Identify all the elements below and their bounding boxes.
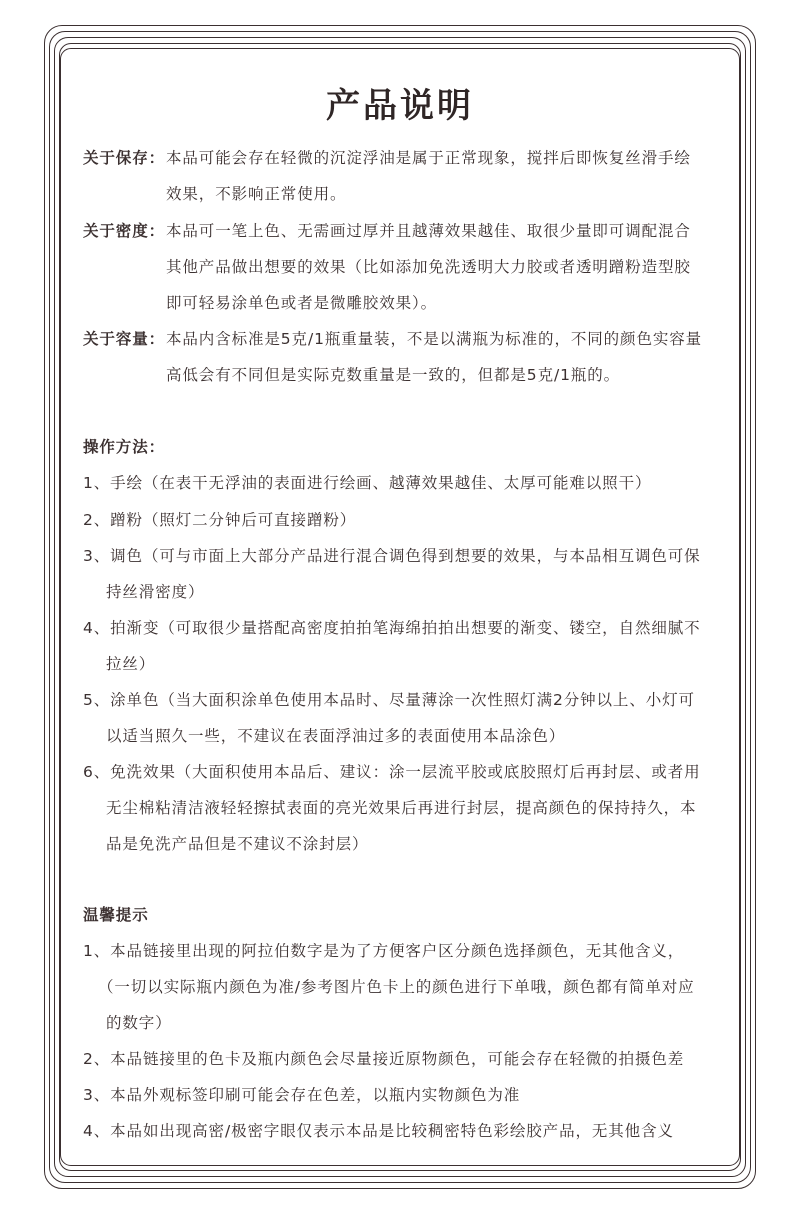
about-density-line: 即可轻易涂单色或者是微雕胶效果）。 [166, 294, 438, 312]
about-capacity-line: 高低会有不同但是实际克数重量是一致的，但都是5克/1瓶的。 [166, 366, 621, 384]
method-item-cont: 无尘棉粘清洁液轻轻擦拭表面的亮光效果后再进行封层，提高颜色的保持持久，本 [106, 799, 697, 817]
about-capacity-label: 关于容量： [83, 330, 166, 348]
about-density-line: 本品可一笔上色、无需画过厚并且越薄效果越佳、取很少量即可调配混合 [166, 222, 691, 240]
method-item: 3、调色（可与市面上大部分产品进行混合调色得到想要的效果，与本品相互调色可保 [83, 547, 701, 565]
tip-item: 2、本品链接里的色卡及瓶内颜色会尽量接近原物颜色，可能会存在轻微的拍摄色差 [83, 1050, 685, 1068]
about-density-line: 其他产品做出想要的效果（比如添加免洗透明大力胶或者透明蹭粉造型胶 [166, 258, 691, 276]
method-item-cont: 拉丝） [106, 655, 156, 673]
method-item: 2、蹭粉（照灯二分钟后可直接蹭粉） [83, 511, 357, 529]
tip-item-cont: 的数字） [106, 1014, 172, 1032]
tip-item-cont: （一切以实际瓶内颜色为准/参考图片色卡上的颜色进行下单哦，颜色都有简单对应 [98, 978, 695, 996]
tip-item: 4、本品如出现高密/极密字眼仅表示本品是比较稠密特色彩绘胶产品，无其他含义 [83, 1122, 674, 1140]
method-item: 5、涂单色（当大面积涂单色使用本品时、尽量薄涂一次性照灯满2分钟以上、小灯可 [83, 691, 695, 709]
method-item-cont: 持丝滑密度） [106, 583, 205, 601]
tips-heading: 温馨提示 [83, 906, 149, 924]
method-item: 6、免洗效果（大面积使用本品后、建议：涂一层流平胶或底胶照灯后再封层、或者用 [83, 763, 701, 781]
about-storage-line: 本品可能会存在轻微的沉淀浮油是属于正常现象，搅拌后即恢复丝滑手绘 [166, 149, 691, 167]
method-item: 1、手绘（在表干无浮油的表面进行绘画、越薄效果越佳、太厚可能难以照干） [83, 474, 652, 492]
method-item-cont: 品是免洗产品但是不建议不涂封层） [106, 835, 369, 853]
page-title: 产品说明 [326, 86, 474, 126]
decorative-border [60, 48, 740, 1166]
tip-item: 3、本品外观标签印刷可能会存在色差，以瓶内实物颜色为准 [83, 1086, 521, 1104]
tip-item: 1、本品链接里出现的阿拉伯数字是为了方便客户区分颜色选择颜色，无其他含义， [83, 942, 685, 960]
method-item: 4、拍渐变（可取很少量搭配高密度拍拍笔海绵拍拍出想要的渐变、镂空，自然细腻不 [83, 619, 701, 637]
method-item-cont: 以适当照久一些，不建议在表面浮油过多的表面使用本品涂色） [106, 727, 566, 745]
method-heading: 操作方法： [83, 438, 166, 456]
about-capacity-line: 本品内含标准是5克/1瓶重量装，不是以满瓶为标准的，不同的颜色实容量 [166, 330, 703, 348]
about-density-label: 关于密度： [83, 222, 166, 240]
about-storage-label: 关于保存： [83, 149, 166, 167]
about-storage-line: 效果，不影响正常使用。 [166, 185, 347, 203]
